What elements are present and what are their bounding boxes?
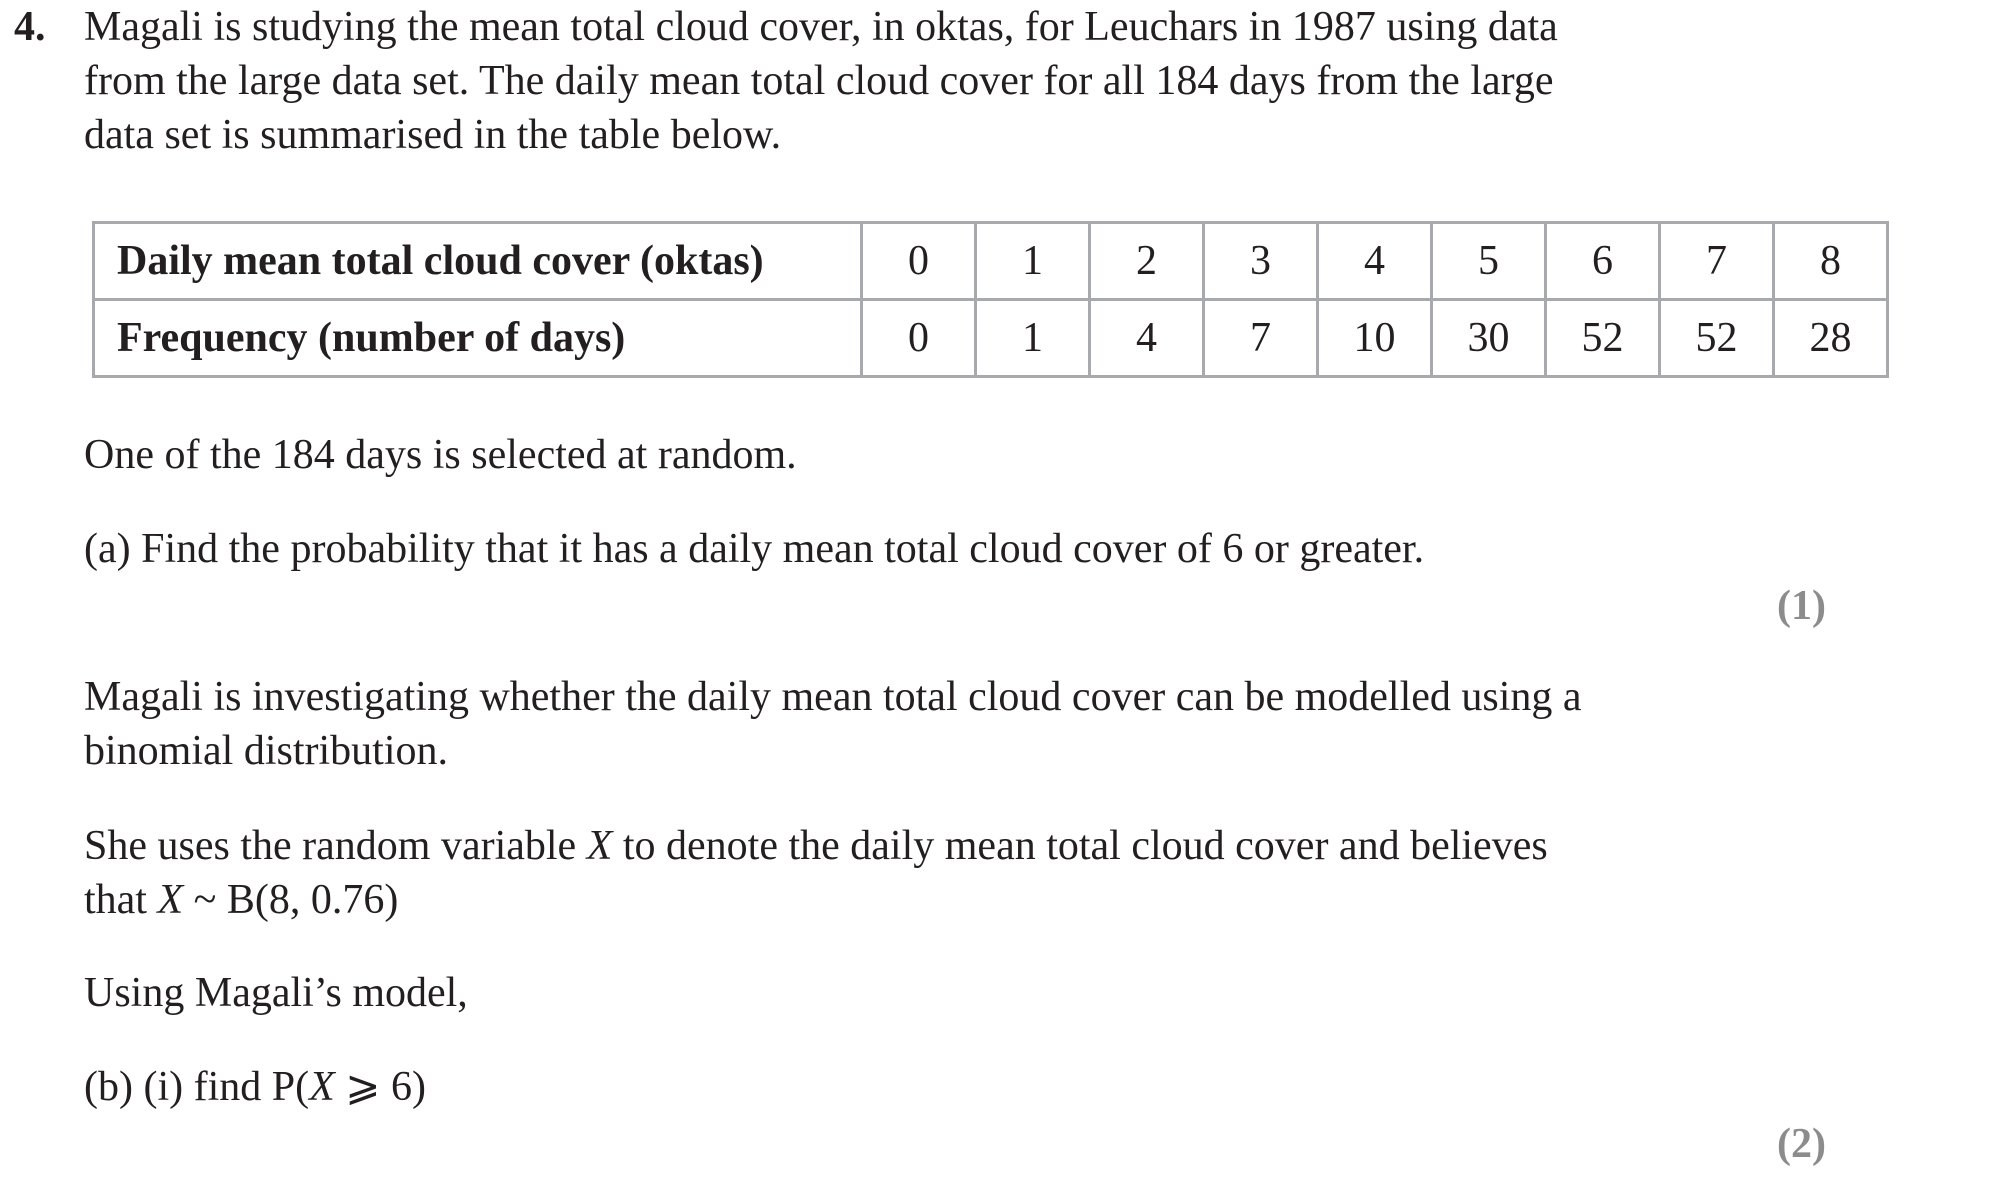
model-line-2 [84, 873, 398, 927]
table-cell: 1 [976, 300, 1090, 377]
table-cell: 3 [1204, 223, 1318, 300]
model-text-after: to denote the daily mean total cloud cover and believes [612, 823, 1548, 869]
table-cell: 2 [1090, 223, 1204, 300]
row-header-cloud-cover: Daily mean total cloud cover (oktas) [94, 223, 862, 300]
selection-text: One of the 184 days is selected at random. [84, 432, 797, 478]
row-header-frequency: Frequency (number of days) [94, 300, 862, 377]
random-variable: X [309, 1064, 335, 1110]
table-cell: 52 [1546, 300, 1660, 377]
part-a-question: (a) Find the probability that it has a daily mean total cloud cover of 6 or greater. [84, 526, 1425, 572]
table-cell: 10 [1318, 300, 1432, 377]
table-cell: 5 [1432, 223, 1546, 300]
model-line2-before: that [84, 877, 158, 923]
part-b-question [84, 1060, 426, 1114]
table-cell: 0 [862, 223, 976, 300]
investigation-line-1: Magali is investigating whether the daily mean total cloud cover can be modelled using a [84, 674, 1582, 720]
table-cell: 7 [1660, 223, 1774, 300]
model-line-1 [84, 819, 1548, 873]
model-text-before: She uses the random variable [84, 823, 587, 869]
table-cell: 8 [1774, 223, 1888, 300]
table-cell: 7 [1204, 300, 1318, 377]
part-b-marks: (2) [1777, 1121, 1826, 1167]
investigation-line-2: binomial distribution. [84, 728, 448, 774]
intro-line-1: Magali is studying the mean total cloud cover, in oktas, for Leuchars in 1987 using data [84, 4, 1558, 50]
table-cell: 4 [1318, 223, 1432, 300]
intro-line-2: from the large data set. The daily mean total cloud cover for all 184 days from the large [84, 58, 1554, 104]
table-row-cloud-cover [94, 223, 1888, 300]
random-variable: X [157, 877, 184, 923]
table-cell: 0 [862, 300, 976, 377]
random-variable: X [586, 823, 613, 869]
part-b-label: (b) (i) find P( [84, 1064, 310, 1110]
table-cell: 52 [1660, 300, 1774, 377]
cloud-cover-table [92, 221, 1889, 378]
table-cell: 30 [1432, 300, 1546, 377]
question-number: 4. [14, 4, 46, 50]
table-cell: 1 [976, 223, 1090, 300]
table-cell: 4 [1090, 300, 1204, 377]
table-cell: 6 [1546, 223, 1660, 300]
using-model-text: Using Magali’s model, [84, 970, 468, 1016]
table-row-frequency [94, 300, 1888, 377]
part-a-marks: (1) [1777, 583, 1826, 629]
binomial-model: ~ B(8, 0.76) [183, 877, 399, 923]
intro-line-3: data set is summarised in the table below. [84, 112, 782, 158]
part-b-inequality: ⩾ 6) [334, 1064, 426, 1110]
table-cell: 28 [1774, 300, 1888, 377]
